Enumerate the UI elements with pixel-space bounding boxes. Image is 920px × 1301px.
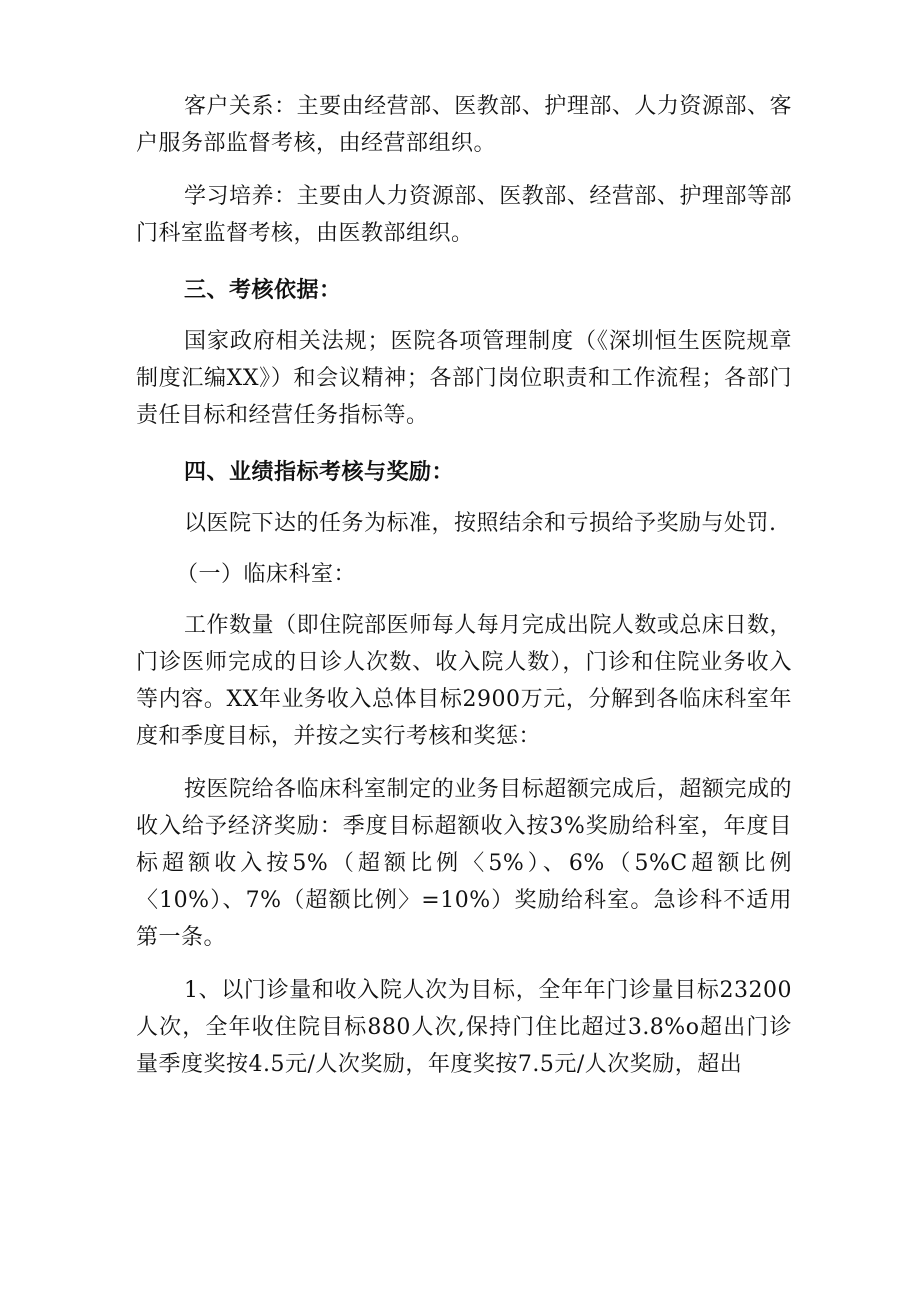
heading-section-four: 四、业绩指标考核与奖励： [184,459,455,485]
document-body [136,88,792,1083]
paragraph-item-1: 1、以门诊量和收入院人次为目标，全年年门诊量目标23200人次，全年收住院目标880人次,保持门住比超过3.8%o超出门诊量季度奖按4.5元/人次奖励，年度奖按7.5元/人次奖励，超出 [136,978,792,1077]
paragraph-learning-training: 学习培养：主要由人力资源部、医教部、经营部、护理部等部门科室监督考核，由医教部组织。 [136,184,792,246]
paragraph-bonus: 按医院给各临床科室制定的业务目标超额完成后，超额完成的收入给予经济奖励：季度目标超额收入按3%奖励给科室，年度目标超额收入按5%（超额比例〈5%）、6%（5%C超额比例〈10%）、7%（超额比例〉=10%）奖励给科室。急诊科不适用第一条。 [136,777,792,950]
paragraph-intro: 以医院下达的任务为标准，按照结余和亏损给予奖励与处罚. [184,511,777,536]
paragraph-workload: 工作数量（即住院部医师每人每月完成出院人数或总床日数，门诊医师完成的日诊人次数、收入院人数），门诊和住院业务收入等内容。XX年业务收入总体目标2900万元，分解到各临床科室年度和季度目标，并按之实行考核和奖惩： [136,613,792,749]
subheading-clinical-departments: （一）临床科室： [176,562,357,587]
heading-section-three: 三、考核依据： [184,277,342,303]
paragraph-customer-relations: 客户关系：主要由经营部、医教部、护理部、人力资源部、客户服务部监督考核，由经营部组织。 [136,94,792,156]
paragraph-assessment-basis: 国家政府相关法规；医院各项管理制度（《深圳恒生医院规章制度汇编XX》）和会议精神；各部门岗位职责和工作流程；各部门责任目标和经营任务指标等。 [136,329,792,428]
